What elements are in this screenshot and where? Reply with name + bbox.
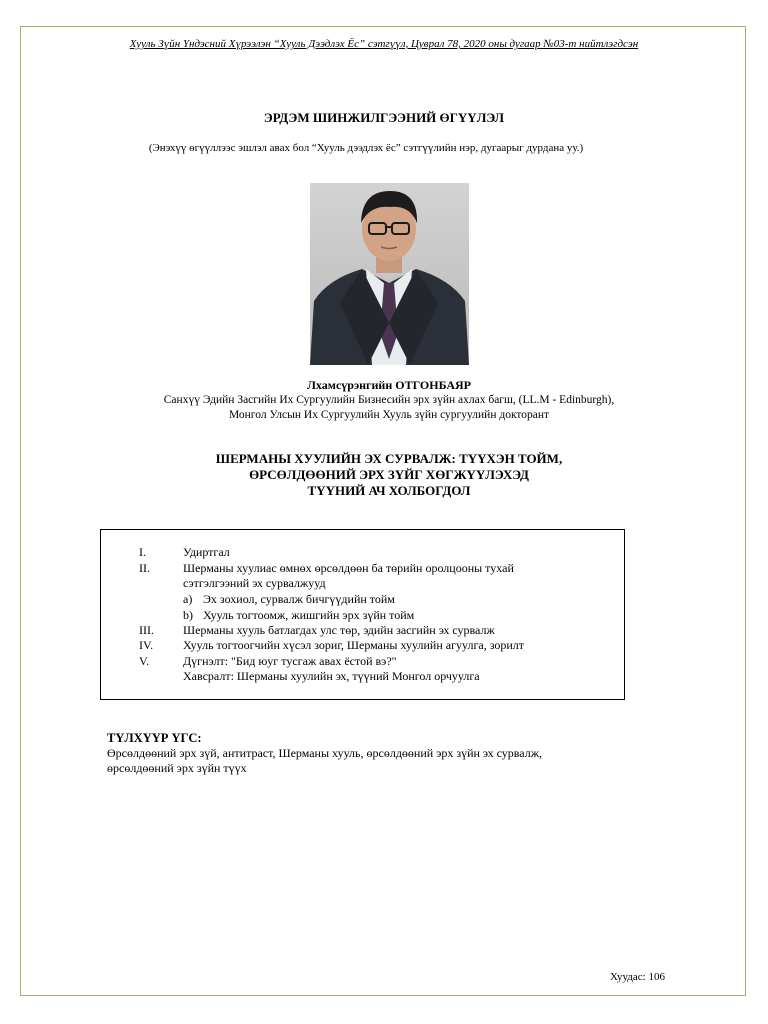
page-border xyxy=(20,26,746,996)
citation-note: (Энэхүү өгүүллээс эшлэл авах бол “Хууль дээдлэх ёс” сэтгүүлийн нэр, дугаарыг дурдана уу.) xyxy=(148,142,584,154)
toc-sub-letter: b) xyxy=(183,608,193,622)
section-label: ЭРДЭМ ШИНЖИЛГЭЭНИЙ ӨГҮҮЛЭЛ xyxy=(263,110,505,125)
toc-numeral: I. xyxy=(139,545,146,559)
toc-text: Хавсралт: Шерманы хуулийн эх, түүний Монгол орчуулга xyxy=(183,669,480,683)
toc-sub-letter: a) xyxy=(183,592,193,606)
keywords-heading: ТҮЛХҮҮР ҮГС: xyxy=(107,731,202,745)
article-title-line: ШЕРМАНЫ ХУУЛИЙН ЭХ СУРВАЛЖ: ТҮҮХЭН ТОЙМ, xyxy=(215,451,563,466)
keywords-body xyxy=(107,746,647,776)
keywords-line: өрсөлдөөний эрх зүйн түүх xyxy=(107,761,247,775)
toc-numeral: II. xyxy=(139,561,150,575)
toc-text: Шерманы хуулиас өмнөх өрсөлдөөн ба төрийн оролцооны тухай xyxy=(183,561,514,575)
author-name: Лхамсүрэнгийн ОТГОНБАЯР xyxy=(306,378,472,392)
article-title-line: ТҮҮНИЙ АЧ ХОЛБОГДОЛ xyxy=(307,483,471,498)
table-of-contents xyxy=(100,529,625,700)
author-affiliation-line: Монгол Улсын Их Сургуулийн Хууль зүйн сургуулийн докторант xyxy=(228,409,550,421)
toc-numeral: IV. xyxy=(139,638,154,652)
article-title-line: ӨРСӨЛДӨӨНИЙ ЭРХ ЗҮЙГ ХӨГЖҮҮЛЭХЭД xyxy=(249,467,529,482)
author-photo xyxy=(310,183,469,365)
page-number: Хуудас: 106 xyxy=(610,971,665,983)
toc-text: Удиртгал xyxy=(183,545,230,559)
toc-text: Шерманы хууль батлагдах улс төр, эдийн засгийн эх сурвалж xyxy=(183,623,495,637)
author-affiliation xyxy=(0,393,768,423)
toc-text: Дүгнэлт: "Бид юуг тусгаж авах ёстой вэ?" xyxy=(183,654,397,668)
author-affiliation-line: Санхүү Эдийн Засгийн Их Сургуулийн Бизнесийн эрх зүйн ахлах багш, (LL.M - Edinburgh), xyxy=(163,394,615,406)
running-header: Хууль Зүйн Үндэсний Хүрээлэн “Хууль Дээдлэх Ёс” сэтгүүл, Цуврал 78, 2020 оны дугаар №03-т нийтлэгдсэн xyxy=(129,38,639,50)
keywords-line: Өрсөлдөөний эрх зүй, антитраст, Шерманы хууль, өрсөлдөөний эрх зүйн эх сурвалж, xyxy=(107,746,542,760)
toc-text: Хууль тогтоогчийн хүсэл зориг, Шерманы хуулийн агуулга, зорилт xyxy=(183,638,525,652)
toc-numeral: V. xyxy=(139,654,150,668)
article-title xyxy=(0,451,768,499)
toc-text: сэтгэлгээний эх сурвалжууд xyxy=(183,576,326,590)
toc-sub-text: Эх зохиол, сурвалж бичгүүдийн тойм xyxy=(203,592,395,606)
toc-sub-text: Хууль тогтоомж, жишгийн эрх зүйн тойм xyxy=(203,608,415,622)
toc-numeral: III. xyxy=(139,623,154,637)
